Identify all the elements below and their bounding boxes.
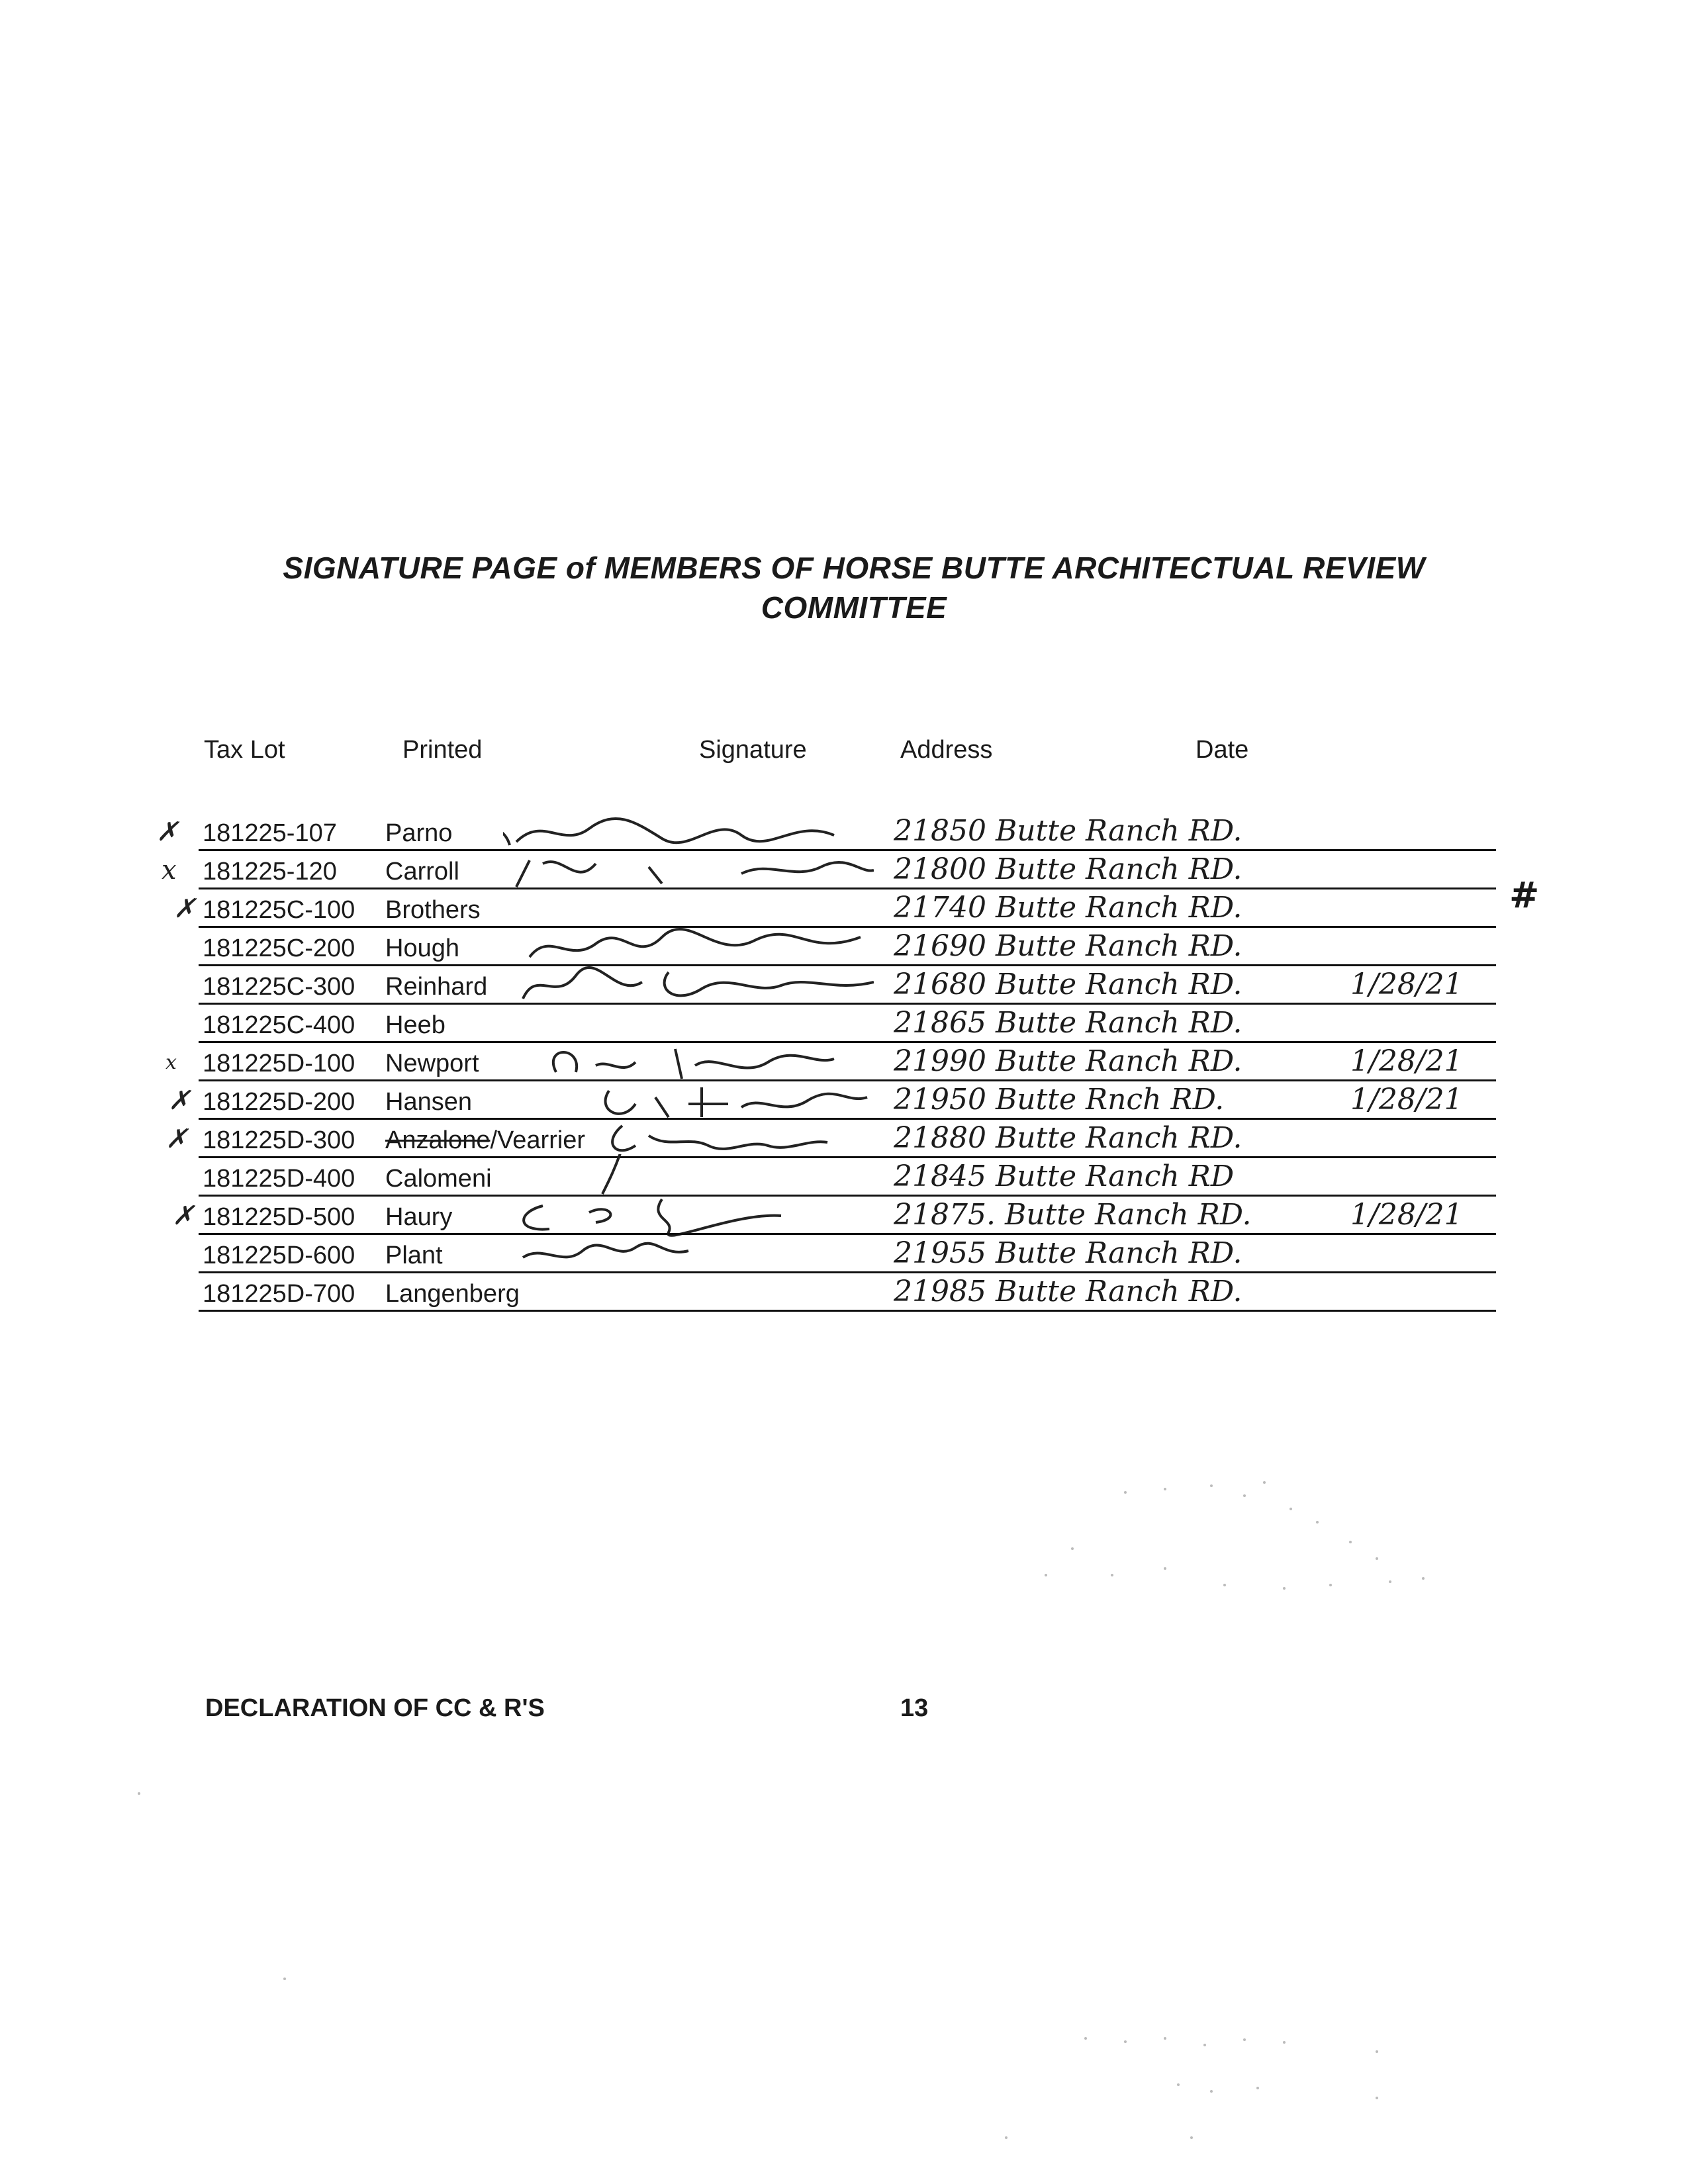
struck-name: Anzalone xyxy=(385,1126,491,1154)
page-title: SIGNATURE PAGE of MEMBERS OF HORSE BUTTE ARCHITECTUAL REVIEW COMMITTEE xyxy=(283,551,1425,625)
margin-mark: # xyxy=(1509,874,1540,916)
printed-name: Heeb xyxy=(385,1011,445,1039)
table-row xyxy=(0,1236,1688,1273)
tax-lot-cell: 181225D-100 xyxy=(203,1050,355,1077)
printed-name: Carroll xyxy=(385,858,459,886)
address-cell: 21990 Butte Ranch RD. xyxy=(894,1044,1243,1078)
table-row xyxy=(0,1044,1688,1081)
tax-lot-cell: 181225-107 xyxy=(203,819,337,847)
printed-name: Plant xyxy=(385,1242,443,1269)
tax-lot-cell: 181225D-500 xyxy=(203,1203,355,1231)
printed-name: Haury xyxy=(385,1203,453,1231)
printed-name-cell xyxy=(385,819,452,848)
table-row xyxy=(0,1198,1688,1235)
table-row xyxy=(0,814,1688,851)
address-cell: 21955 Butte Ranch RD. xyxy=(894,1236,1243,1270)
printed-name-cell xyxy=(385,1165,492,1193)
printed-name-cell xyxy=(385,896,481,925)
address-cell: 21880 Butte Ranch RD. xyxy=(894,1121,1243,1155)
tax-lot-cell: 181225C-200 xyxy=(203,934,355,962)
check-mark: ✗ xyxy=(172,1201,195,1231)
printed-name: Reinhard xyxy=(385,973,488,1001)
tax-lot-cell: 181225D-600 xyxy=(203,1242,355,1269)
row-rule xyxy=(199,1271,1496,1273)
table-row xyxy=(0,1275,1688,1312)
tax-lot-cell: 181225D-200 xyxy=(203,1088,355,1116)
address-cell: 21845 Butte Ranch RD xyxy=(894,1160,1235,1193)
address-cell: 21875. Butte Ranch RD. xyxy=(894,1198,1252,1232)
check-mark: ✗ xyxy=(156,817,179,847)
table-row xyxy=(0,1083,1688,1120)
address-cell: 21690 Butte Ranch RD. xyxy=(894,929,1243,963)
page-number: 13 xyxy=(900,1694,929,1722)
date-cell: 1/28/21 xyxy=(1350,1044,1463,1078)
date-cell: 1/28/21 xyxy=(1350,1198,1463,1232)
row-rule xyxy=(199,1003,1496,1005)
printed-name-cell xyxy=(385,973,487,1001)
row-rule xyxy=(199,887,1496,889)
tax-lot-cell: 181225C-400 xyxy=(203,1011,355,1039)
table-row xyxy=(0,1121,1688,1158)
address-cell: 21950 Butte Rnch RD. xyxy=(894,1083,1225,1116)
check-mark: x xyxy=(162,855,177,886)
printed-name-cell xyxy=(385,1011,445,1040)
date-cell: 1/28/21 xyxy=(1350,968,1463,1001)
header-printed: Printed xyxy=(402,736,483,764)
table-row xyxy=(0,891,1688,928)
table-row xyxy=(0,1160,1688,1197)
printed-name-cell xyxy=(385,1203,452,1232)
header-address: Address xyxy=(900,736,993,764)
printed-name: Newport xyxy=(385,1050,479,1077)
table-row xyxy=(0,852,1688,889)
row-rule xyxy=(199,1310,1496,1312)
printed-name-cell xyxy=(385,934,459,963)
header-date: Date xyxy=(1196,736,1249,764)
printed-name: Hough xyxy=(385,934,459,962)
printed-name-cell xyxy=(385,1088,472,1116)
printed-name: Langenberg xyxy=(385,1280,520,1308)
address-cell: 21865 Butte Ranch RD. xyxy=(894,1006,1243,1040)
handwritten-signature xyxy=(503,847,874,893)
tax-lot-cell: 181225D-400 xyxy=(203,1165,355,1193)
header-tax-lot: Tax Lot xyxy=(204,736,285,764)
table-row xyxy=(0,968,1688,1005)
tax-lot-cell: 181225C-300 xyxy=(203,973,355,1001)
printed-name: Parno xyxy=(385,819,453,847)
address-cell: 21985 Butte Ranch RD. xyxy=(894,1275,1243,1308)
printed-name: /Vearrier xyxy=(490,1126,586,1154)
tax-lot-cell: 181225D-300 xyxy=(203,1126,355,1154)
printed-name-cell xyxy=(385,858,459,886)
header-signature: Signature xyxy=(699,736,807,764)
check-mark: ✗ xyxy=(165,1124,188,1154)
address-cell: 21680 Butte Ranch RD. xyxy=(894,968,1243,1001)
printed-name: Brothers xyxy=(385,896,481,924)
date-cell: 1/28/21 xyxy=(1350,1083,1463,1116)
table-row xyxy=(0,1006,1688,1043)
handwritten-signature xyxy=(503,962,874,1009)
handwritten-signature xyxy=(503,1231,874,1277)
check-mark: ✗ xyxy=(173,893,196,924)
printed-name-cell xyxy=(385,1050,479,1078)
tax-lot-cell: 181225D-700 xyxy=(203,1280,355,1308)
tax-lot-cell: 181225-120 xyxy=(203,858,337,886)
address-cell: 21740 Butte Ranch RD. xyxy=(894,891,1243,925)
address-cell: 21850 Butte Ranch RD. xyxy=(894,814,1243,848)
check-mark: x xyxy=(165,1051,177,1074)
address-cell: 21800 Butte Ranch RD. xyxy=(894,852,1243,886)
footer-declaration: DECLARATION OF CC & R'S xyxy=(205,1694,545,1722)
printed-name-cell xyxy=(385,1242,443,1270)
printed-name: Hansen xyxy=(385,1088,472,1116)
check-mark: ✗ xyxy=(168,1085,191,1116)
printed-name: Calomeni xyxy=(385,1165,492,1193)
printed-name-cell xyxy=(385,1280,520,1308)
table-header xyxy=(0,736,1688,769)
table-row xyxy=(0,929,1688,966)
tax-lot-cell: 181225C-100 xyxy=(203,896,355,924)
